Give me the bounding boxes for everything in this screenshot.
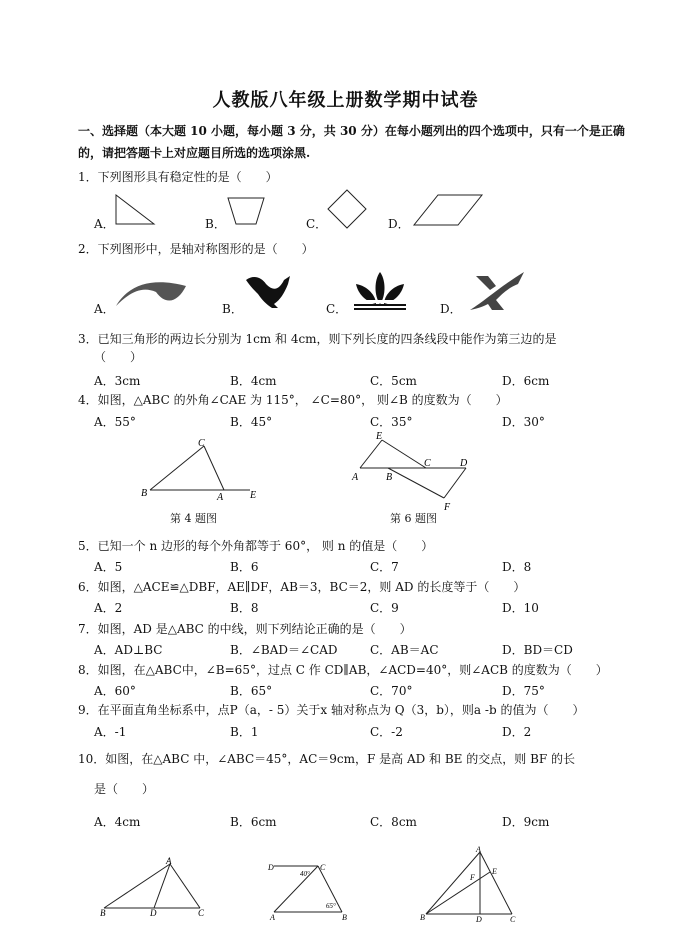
q9-option-a: A．-1 [94,725,127,739]
q5-option-a: A．5 [94,560,123,574]
fig8-label-b: B [342,913,347,922]
q7-option-b: B．∠BAD＝∠CAD [230,643,338,657]
q8-option-a: A．60° [94,684,136,698]
q3-option-b: B．4cm [230,374,277,388]
fig8-label-a: A [270,913,275,922]
q4-option-c: C．35° [370,415,413,429]
q2-option-a: A． [94,302,115,316]
figure-8 [264,858,358,922]
q4-option-b: B．45° [230,415,273,429]
question-3-stem: 3．已知三角形的两边长分别为 1cm 和 4cm，则下列长度的四条线段中能作为第三边的是 [78,332,557,346]
q10-option-a: A．4cm [94,815,141,829]
q6-option-d: D．10 [502,601,539,615]
x-brand-logo [466,270,528,312]
fig6-label-f: F [444,502,451,513]
question-8-stem: 8．如图，在△ABC中，∠B=65°，过点 C 作 CD∥AB，∠ACD=40°，则∠ACB 的度数为（ ） [78,663,608,677]
fig10-label-c: C [510,915,516,924]
question-9-stem: 9．在平面直角坐标系中，点P（a，- 5）关于x 轴对称点为 Q（3，b），则a -b 的值为（ ） [78,703,585,717]
q4-option-d: D．30° [502,415,545,429]
q8-option-b: B．65° [230,684,273,698]
fig4-label-b: B [141,488,148,499]
question-1-stem: 1．下列图形具有稳定性的是（ ） [78,170,278,184]
fig7-label-a: A [166,856,172,866]
q8-option-d: D．75° [502,684,545,698]
fig10-label-e: E [492,867,497,876]
question-4-stem: 4．如图，△ABC 的外角∠CAE 为 115°， ∠C=80°， 则∠B 的度数为（ ） [78,393,508,407]
fig4-label-c: C [198,438,205,449]
fig7-label-d: D [150,908,157,918]
fig10-label-a: A [476,845,481,854]
q1-option-d: D． [388,217,410,231]
fig4-label-a: A [217,492,224,503]
figure-6 [346,428,480,512]
q2-option-b: B． [222,302,243,316]
q7-option-a: A．AD⊥BC [94,643,163,657]
question-2-stem: 2．下列图形中，是轴对称图形的是（ ） [78,242,314,256]
section-heading: 一、选择题（本大题 10 小题，每小题 3 分，共 30 分）在每小题列出的四个选项中，只有一个是正确的，请把答题卡上对应题目所选的选项涂黑. [78,124,625,160]
q9-option-d: D．2 [502,725,532,739]
fig10-label-d: D [476,915,482,924]
figure-6-caption: 第 6 题图 [390,512,437,525]
q7-option-c: C．AB＝AC [370,643,439,657]
q6-option-c: C．9 [370,601,399,615]
q7-option-d: D．BD＝CD [502,643,573,657]
fig7-label-b: B [100,908,106,918]
fig8-label-angle-40: 40° [300,870,310,878]
q3-option-d: D．6cm [502,374,550,388]
fig8-label-d: D [268,863,274,872]
q5-option-d: D．8 [502,560,532,574]
figure-7 [96,856,216,918]
fig6-label-a: A [352,472,359,483]
fig4-label-e: E [250,490,257,501]
question-3-stem-cont: （ ） [94,350,143,364]
q3-option-a: A．3cm [94,374,141,388]
q4-option-a: A．55° [94,415,136,429]
q3-option-c: C．5cm [370,374,417,388]
parallelogram-figure [412,193,484,227]
fig6-label-d: D [460,458,468,469]
square-diamond-figure [326,188,368,230]
fig6-label-c: C [424,458,431,469]
q1-option-b: B． [205,217,226,231]
swoosh-logo [112,276,190,310]
q1-option-a: A． [94,217,115,231]
q1-option-c: C． [306,217,328,231]
q6-option-b: B．8 [230,601,259,615]
fig7-label-c: C [198,908,205,918]
fig10-label-b: B [420,913,425,922]
question-6-stem: 6．如图，△ACE≌△DBF，AE∥DF，AB＝3，BC＝2，则 AD 的长度等于（ ） [78,580,526,594]
fig10-label-f: F [470,873,475,882]
q10-option-b: B．6cm [230,815,277,829]
question-7-stem: 7．如图，AD 是△ABC 的中线，则下列结论正确的是（ ） [78,622,412,636]
fig6-label-e: E [376,431,383,442]
question-10-stem: 10．如图，在△ABC 中，∠ABC＝45°，AC＝9cm，F 是高 AD 和 BE 的交点，则 BF 的长 [78,752,576,766]
figure-4 [138,436,268,502]
q10-option-c: C．8cm [370,815,417,829]
q6-option-a: A．2 [94,601,123,615]
fig6-label-b: B [386,472,393,483]
puma-logo [244,270,292,310]
q2-option-d: D． [440,302,462,316]
q9-option-b: B．1 [230,725,259,739]
q8-option-c: C．70° [370,684,413,698]
q9-option-c: C．-2 [370,725,403,739]
figure-10 [418,846,518,922]
page-title: 人教版八年级上册数学期中试卷 [212,90,479,111]
figure-4-caption: 第 4 题图 [170,512,217,525]
fig8-label-angle-65: 65° [326,902,336,910]
question-10-stem-cont: 是（ ） [94,782,155,796]
q10-option-d: D．9cm [502,815,550,829]
right-triangle-figure [114,192,158,226]
q5-option-c: C．7 [370,560,399,574]
trapezoid-figure [226,196,266,226]
q2-option-c: C． [326,302,348,316]
question-5-stem: 5．已知一个 n 边形的每个外角都等于 60°， 则 n 的值是（ ） [78,539,434,553]
q5-option-b: B．6 [230,560,259,574]
trefoil-logo [350,270,410,312]
fig8-label-c: C [320,863,326,872]
